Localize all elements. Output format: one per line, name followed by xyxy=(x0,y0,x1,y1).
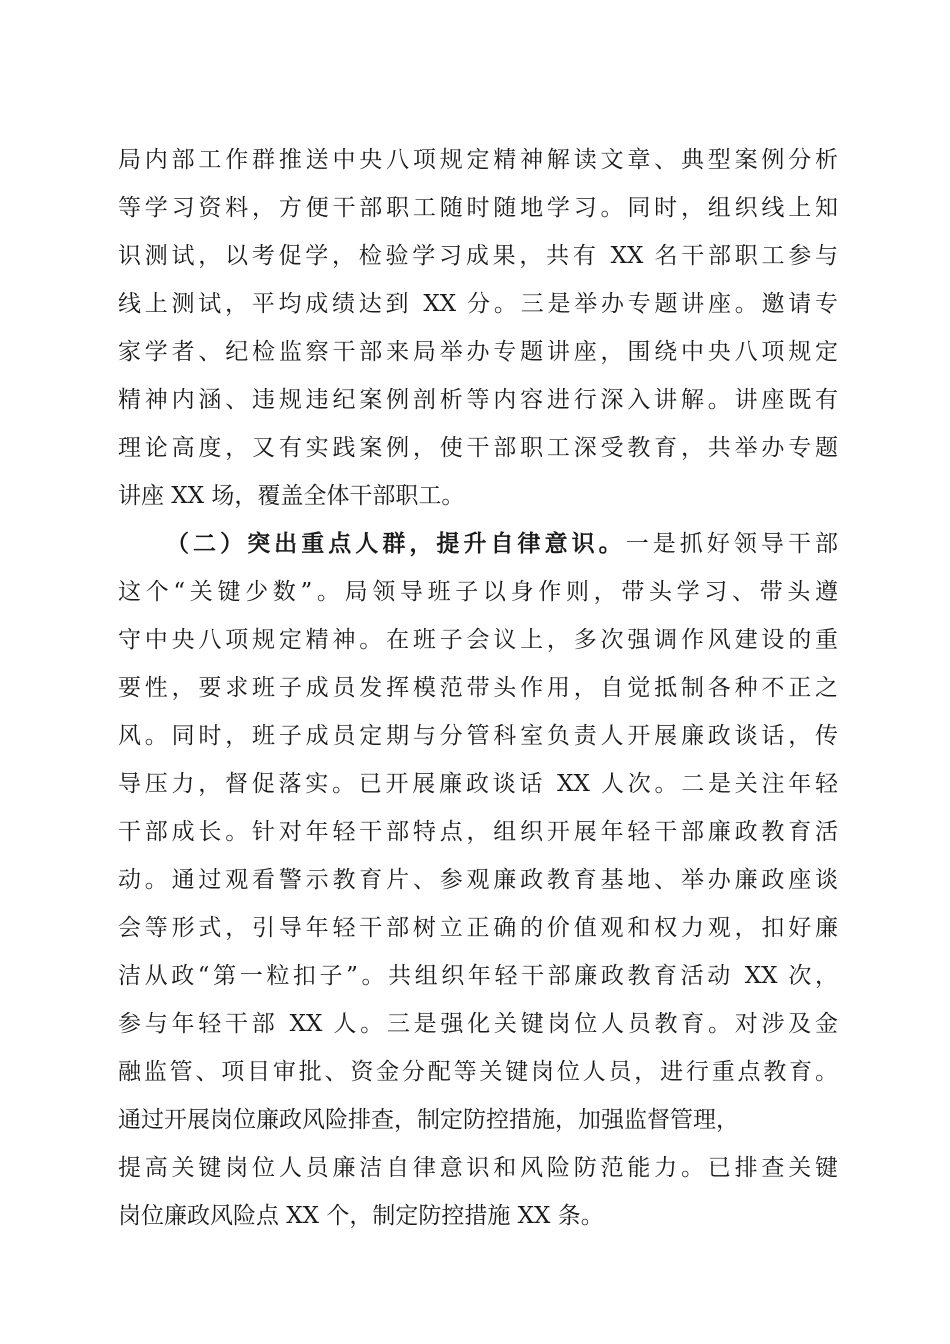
paragraph-2 xyxy=(118,520,838,1240)
paragraph-line-rest: 一是抓好领导干部 xyxy=(625,531,839,557)
paragraph-line: 洁从政“第一粒扣子”。共组织年轻干部廉政教育活动 XX 次， xyxy=(118,963,838,989)
paragraph-line: 动。通过观看警示教育片、参观廉政教育基地、举办廉政座谈 xyxy=(118,867,838,893)
paragraph-line: 等学习资料，方便干部职工随时随地学习。同时，组织线上知 xyxy=(118,195,838,221)
paragraph-line: 识测试，以考促学，检验学习成果，共有 XX 名干部职工参与 xyxy=(118,243,838,269)
paragraph-line: 通过开展岗位廉政风险排查，制定防控措施，加强监督管理， xyxy=(118,1107,739,1133)
paragraph-line: 这个“关键少数”。局领导班子以身作则，带头学习、带头遵 xyxy=(118,579,838,605)
paragraph-line: 要性，要求班子成员发挥模范带头作用，自觉抵制各种不正之 xyxy=(118,675,838,701)
paragraph-line: 理论高度，又有实践案例，使干部职工深受教育，共举办专题 xyxy=(118,435,838,461)
paragraph-line: 精神内涵、违规违纪案例剖析等内容进行深入讲解。讲座既有 xyxy=(118,387,838,413)
paragraph-line: 参与年轻干部 XX 人。三是强化关键岗位人员教育。对涉及金 xyxy=(118,1011,838,1037)
paragraph-line: 讲座 XX 场，覆盖全体干部职工。 xyxy=(118,483,465,509)
paragraph-line: 岗位廉政风险点 XX 个，制定防控措施 XX 条。 xyxy=(118,1203,604,1229)
paragraph-line: 干部成长。针对年轻干部特点，组织开展年轻干部廉政教育活 xyxy=(118,819,838,845)
section-heading: （二）突出重点人群，提升自律意识。 xyxy=(166,530,626,557)
document-body xyxy=(118,136,838,1240)
paragraph-line: 会等形式，引导年轻干部树立正确的价值观和权力观，扣好廉 xyxy=(118,915,838,941)
paragraph-line: 融监管、项目审批、资金分配等关键岗位人员，进行重点教育。 xyxy=(118,1059,838,1085)
paragraph-line: 家学者、纪检监察干部来局举办专题讲座，围绕中央八项规定 xyxy=(118,339,838,365)
paragraph-line: 线上测试，平均成绩达到 XX 分。三是举办专题讲座。邀请专 xyxy=(118,291,838,317)
paragraph-line: 导压力，督促落实。已开展廉政谈话 XX 人次。二是关注年轻 xyxy=(118,771,838,797)
paragraph-line: 提高关键岗位人员廉洁自律意识和风险防范能力。已排查关键 xyxy=(118,1155,838,1181)
paragraph-first-line xyxy=(118,520,838,568)
paragraph-line: 守中央八项规定精神。在班子会议上，多次强调作风建设的重 xyxy=(118,627,838,653)
paragraph-1 xyxy=(118,136,838,520)
paragraph-line: 局内部工作群推送中央八项规定精神解读文章、典型案例分析 xyxy=(118,147,838,173)
paragraph-line: 风。同时，班子成员定期与分管科室负责人开展廉政谈话，传 xyxy=(118,723,838,749)
